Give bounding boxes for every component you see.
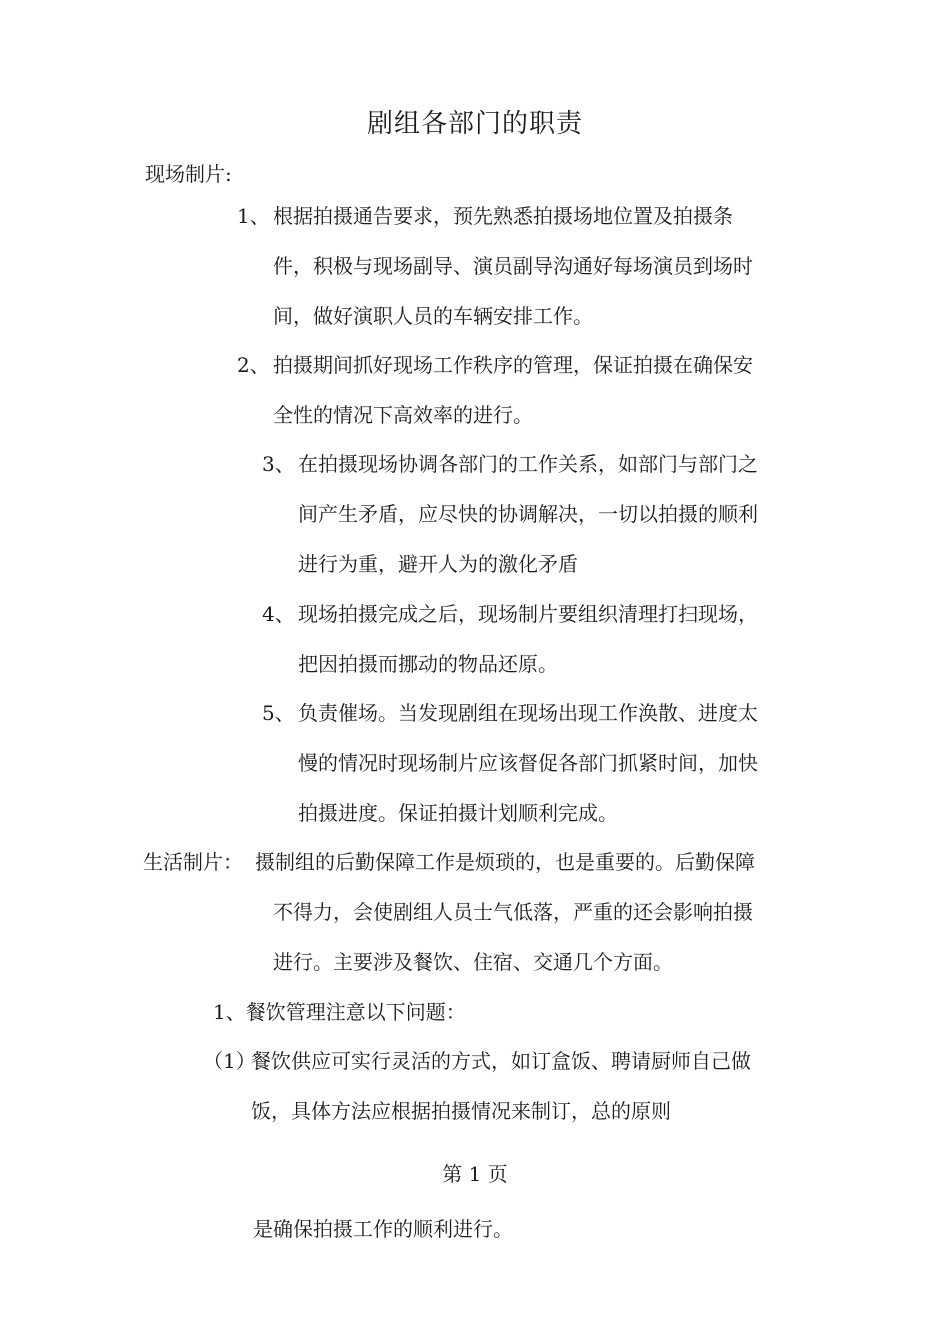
item-text-line: 慢的情况时现场制片应该督促各部门抓紧时间，加快 — [298, 751, 758, 775]
item-number: 5、 — [262, 701, 295, 725]
item-number: 3、 — [262, 452, 295, 476]
continuation-text: 是确保拍摄工作的顺利进行。 — [253, 1217, 513, 1241]
paragraph-line: 进行。主要涉及餐饮、住宿、交通几个方面。 — [273, 950, 673, 974]
item-text-line: 拍摄进度。保证拍摄计划顺利完成。 — [298, 801, 618, 825]
item-text-line: 全性的情况下高效率的进行。 — [273, 403, 533, 427]
item-text-line: 饭，具体方法应根据拍摄情况来制订，总的原则 — [251, 1099, 671, 1123]
item-number: （1） — [203, 1049, 256, 1073]
paragraph-line: 摄制组的后勤保障工作是烦琐的，也是重要的。后勤保障 — [255, 850, 755, 874]
document-title: 剧组各部门的职责 — [366, 109, 583, 139]
page-number: 第 1 页 — [442, 1162, 508, 1186]
paragraph-line: 不得力，会使剧组人员士气低落，严重的还会影响拍摄 — [273, 900, 753, 924]
item-text-line: 根据拍摄通告要求，预先熟悉拍摄场地位置及拍摄条 — [273, 204, 733, 228]
section-heading-living: 生活制片： — [143, 850, 243, 874]
item-text-line: 进行为重，避开人为的激化矛盾 — [298, 552, 578, 576]
item-text-line: 间，做好演职人员的车辆安排工作。 — [273, 304, 593, 328]
item-number: 4、 — [262, 602, 295, 626]
item-text-line: 把因拍摄而挪动的物品还原。 — [298, 652, 558, 676]
item-number: 1、 — [237, 204, 270, 228]
item-text-line: 餐饮供应可实行灵活的方式，如订盒饭、聘请厨师自己做 — [251, 1049, 751, 1073]
item-text-line: 件，积极与现场副导、演员副导沟通好每场演员到场时 — [273, 254, 753, 278]
item-text-line: 现场拍摄完成之后，现场制片要组织清理打扫现场， — [298, 602, 758, 626]
subsection-heading-text: 1、餐饮管理注意以下问题： — [213, 1000, 466, 1024]
item-number: 2、 — [237, 353, 270, 377]
item-text-line: 负责催场。当发现剧组在现场出现工作涣散、进度太 — [298, 701, 758, 725]
section-heading-onsite: 现场制片: — [145, 162, 232, 186]
item-text-line: 拍摄期间抓好现场工作秩序的管理，保证拍摄在确保安 — [273, 353, 753, 377]
item-text-line: 在拍摄现场协调各部门的工作关系，如部门与部门之 — [298, 452, 758, 476]
item-text-line: 间产生矛盾，应尽快的协调解决，一切以拍摄的顺利 — [298, 502, 758, 526]
